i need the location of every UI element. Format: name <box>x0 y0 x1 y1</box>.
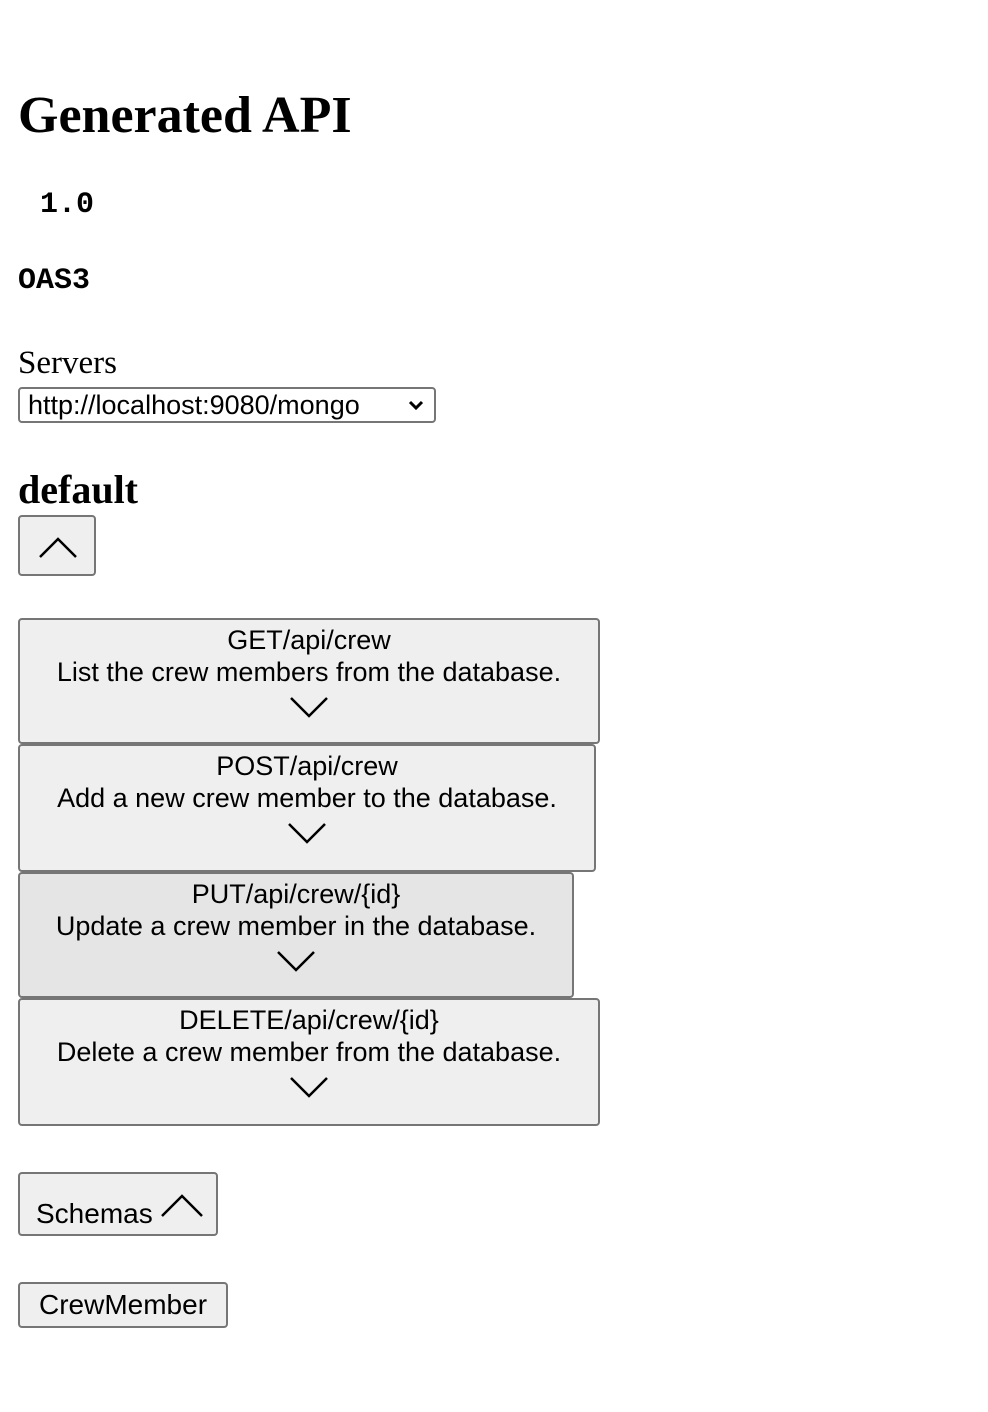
operation-path: /api/crew/{id} <box>284 1005 439 1035</box>
operation-summary: Delete a crew member from the database. <box>56 1037 562 1067</box>
operation-path: /api/crew <box>289 751 398 781</box>
operation-post-crew[interactable] <box>18 744 596 872</box>
chevron-down-icon <box>289 1074 329 1100</box>
operation-summary: List the crew members from the database. <box>56 657 562 687</box>
operation-method: DELETE <box>179 1005 285 1035</box>
chevron-up-icon <box>160 1190 204 1220</box>
servers-label: Servers <box>18 345 117 381</box>
operation-method: PUT <box>191 879 246 909</box>
operation-delete-crew-id[interactable] <box>18 998 600 1126</box>
servers-select[interactable] <box>18 387 436 423</box>
operation-summary: Update a crew member in the database. <box>55 911 537 941</box>
chevron-up-icon <box>38 531 78 561</box>
spec-version: OAS3 <box>18 264 91 298</box>
operation-put-crew-id[interactable] <box>18 872 574 998</box>
operation-get-crew[interactable] <box>18 618 600 744</box>
chevron-down-icon <box>276 948 316 974</box>
servers-selected-value: http://localhost:9080/mongo <box>28 389 360 420</box>
tag-collapse-button[interactable] <box>18 515 96 576</box>
operation-method: POST <box>216 751 290 781</box>
tag-title: default <box>18 467 138 512</box>
chevron-down-icon <box>287 820 327 846</box>
chevron-down-icon <box>408 398 424 412</box>
operation-path: /api/crew/{id} <box>245 879 401 909</box>
schema-item-crewmember[interactable]: CrewMember <box>18 1282 228 1328</box>
operation-path: /api/crew <box>282 625 391 655</box>
schemas-label: Schemas <box>36 1198 153 1229</box>
operation-method: GET <box>227 625 283 655</box>
operation-summary: Add a new crew member to the database. <box>57 783 557 813</box>
chevron-down-icon <box>289 694 329 720</box>
schemas-toggle-button[interactable] <box>18 1172 218 1236</box>
page-title: Generated API <box>18 87 352 144</box>
api-version: 1.0 <box>40 188 95 222</box>
